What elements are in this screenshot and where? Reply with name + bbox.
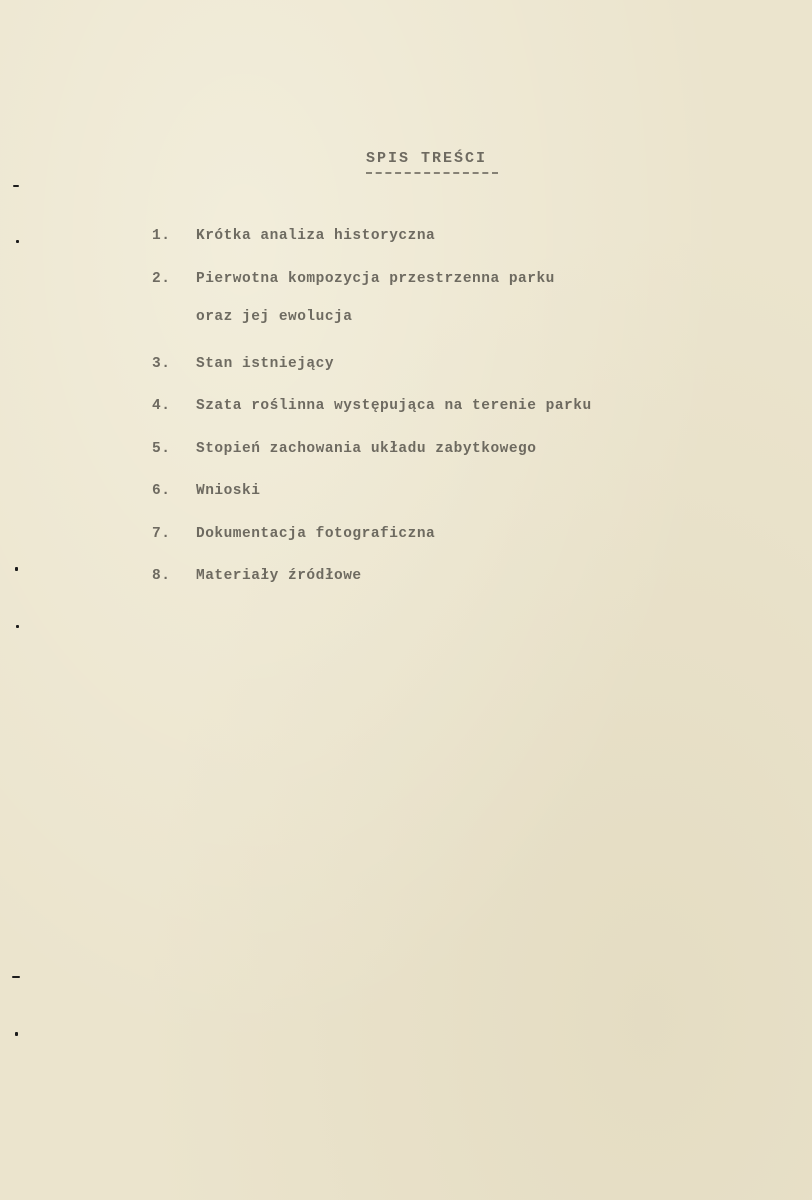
- margin-mark: [16, 240, 19, 243]
- entry-text: Dokumentacja fotograficzna: [196, 525, 436, 542]
- page-title: SPIS TREŚCI: [366, 150, 488, 167]
- entry-text: Wnioski: [196, 483, 261, 499]
- toc-entry-6: [152, 483, 672, 526]
- entry-number: 2.: [152, 270, 171, 287]
- table-of-contents: [152, 228, 672, 611]
- entry-number: 1.: [152, 228, 171, 244]
- toc-entry-7: [152, 526, 672, 569]
- margin-mark: [15, 1032, 18, 1036]
- toc-entry-2: [152, 271, 672, 356]
- entry-number: 4.: [152, 398, 171, 414]
- entry-text-continued: oraz jej ewolucja: [196, 308, 353, 325]
- entry-number: 3.: [152, 355, 171, 372]
- entry-text: Stopień zachowania układu zabytkowego: [196, 440, 537, 457]
- entry-text: Materiały źródłowe: [196, 568, 362, 584]
- margin-mark: [13, 185, 19, 187]
- entry-text: Stan istniejący: [196, 355, 335, 372]
- margin-mark: [15, 567, 18, 571]
- entry-number: 7.: [152, 525, 171, 542]
- toc-entry-8: [152, 568, 672, 611]
- entry-text: Pierwotna kompozycja przestrzenna parku: [196, 270, 555, 287]
- entry-text: Szata roślinna występująca na terenie parku: [196, 398, 592, 414]
- title-underline: [366, 172, 498, 174]
- entry-number: 6.: [152, 483, 171, 499]
- toc-entry-1: [152, 228, 672, 271]
- title-block: [366, 150, 516, 174]
- entry-number: 5.: [152, 440, 171, 457]
- toc-entry-5: [152, 441, 672, 484]
- toc-entry-3: [152, 356, 672, 399]
- margin-mark: [12, 976, 20, 978]
- entry-number: 8.: [152, 568, 171, 584]
- margin-mark: [16, 625, 19, 628]
- toc-entry-4: [152, 398, 672, 441]
- entry-text: Krótka analiza historyczna: [196, 228, 436, 244]
